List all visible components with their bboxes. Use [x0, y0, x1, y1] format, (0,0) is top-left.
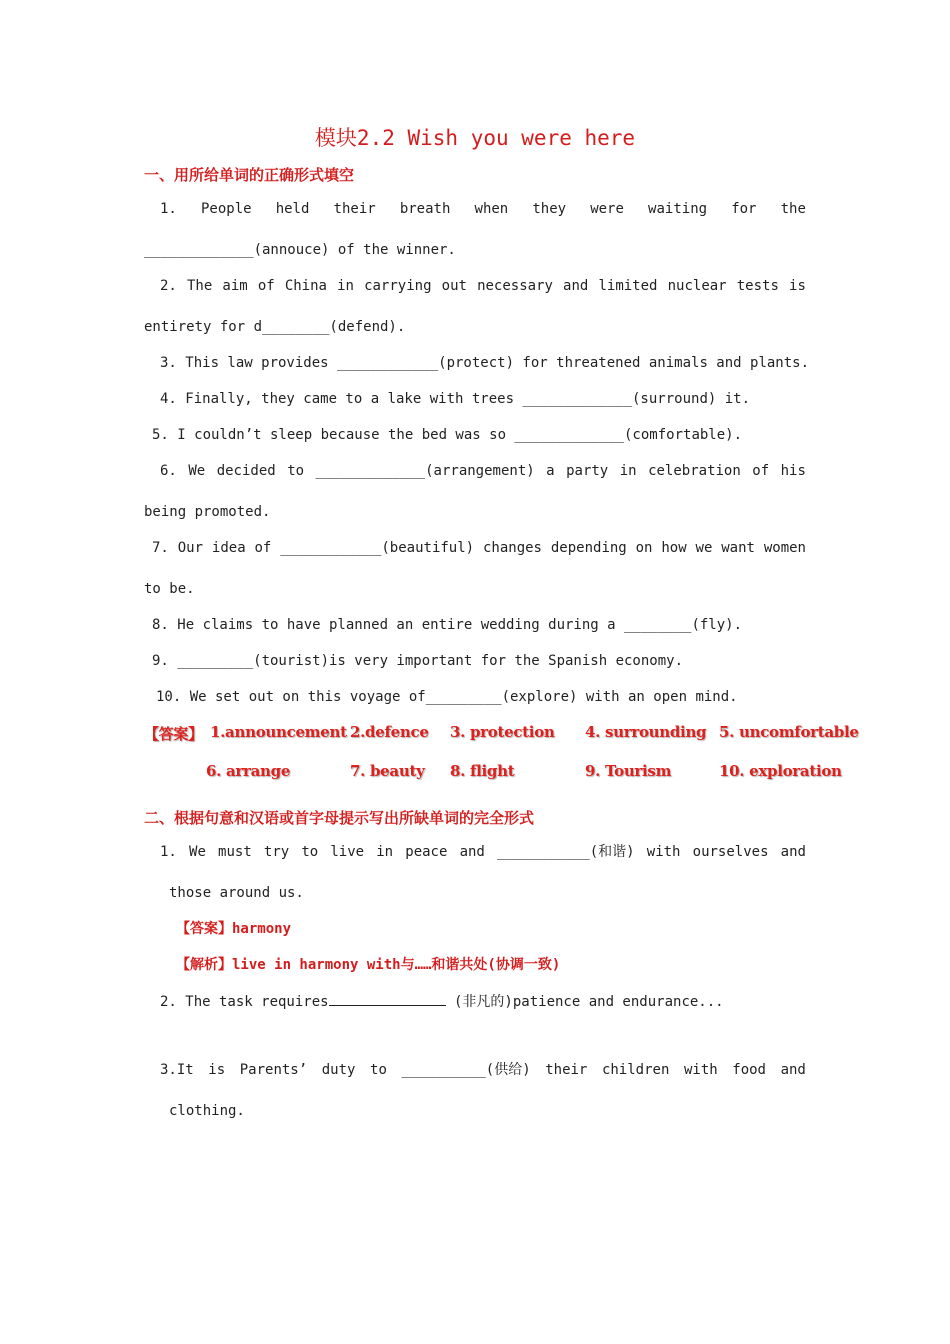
- word: of: [257, 278, 275, 294]
- word: and: [780, 844, 806, 860]
- word: aim: [222, 278, 248, 294]
- word: his: [780, 463, 806, 479]
- word: and: [563, 278, 589, 294]
- word: We: [189, 844, 206, 860]
- word: of: [254, 540, 272, 556]
- word: on: [635, 540, 653, 556]
- word: 1.: [160, 201, 177, 217]
- s2-q1-line2: those around us.: [169, 885, 304, 901]
- word: try: [263, 844, 290, 860]
- word: 2.: [160, 278, 177, 294]
- word: nuclear: [667, 278, 727, 294]
- word: depending: [550, 540, 627, 556]
- word: we: [695, 540, 713, 556]
- word: changes: [482, 540, 542, 556]
- word: for: [731, 201, 757, 217]
- word: is: [789, 278, 806, 294]
- word: Our: [177, 540, 204, 556]
- s1-q2-line2: entirety for d________(defend).: [144, 319, 406, 335]
- word: in: [376, 844, 394, 860]
- answer-3: 3. protection: [450, 723, 555, 741]
- analysis-text: live in harmony with与……和谐共处(协调一致): [232, 957, 561, 973]
- s1-q8: 8. He claims to have planned an entire wedding during a ________(fly).: [152, 617, 743, 633]
- word: to: [287, 463, 305, 479]
- word: party: [566, 463, 609, 479]
- s1-q5: 5. I couldn’t sleep because the bed was so _____________(comfortable).: [152, 427, 743, 443]
- word: necessary: [477, 278, 553, 294]
- word: breath: [399, 201, 451, 217]
- word: their: [333, 201, 376, 217]
- word: a: [546, 463, 555, 479]
- word: carrying: [364, 278, 432, 294]
- word: ourselves: [692, 844, 769, 860]
- answer-10: 10. exploration: [719, 762, 842, 780]
- word: duty: [321, 1062, 356, 1078]
- s1-q3: 3. This law provides ____________(protect) for threatened animals and plants.: [160, 355, 810, 371]
- s2-q2-line1: [160, 277, 806, 295]
- word: celebration: [648, 463, 741, 479]
- s2-q1-analysis: [176, 956, 560, 974]
- word: We: [188, 463, 206, 479]
- word: and: [459, 844, 485, 860]
- word: to: [370, 1062, 387, 1078]
- answer-value: harmony: [232, 921, 292, 937]
- word: live: [330, 844, 365, 860]
- word: with: [646, 844, 681, 860]
- answer-2: 2.defence: [350, 723, 429, 741]
- word: in: [337, 278, 354, 294]
- s1-q9: 9. _________(tourist)is very important for the Spanish economy.: [152, 653, 684, 669]
- s2-q2-end: (非凡的)patience and endurance...: [445, 994, 724, 1010]
- s1-q4: 4. Finally, they came to a lake with trees _____________(surround) it.: [160, 391, 751, 407]
- section2-heading: 二、根据句意和汉语或首字母提示写出所缺单词的完全形式: [144, 809, 535, 827]
- word: limited: [598, 278, 658, 294]
- s2-q2-blank[interactable]: [329, 992, 446, 1006]
- s1-q1-line2: _____________(annouce) of the winner.: [144, 242, 456, 258]
- word: of: [752, 463, 770, 479]
- word: tests: [736, 278, 779, 294]
- word: to: [301, 844, 319, 860]
- s2-q3-line2: clothing.: [169, 1103, 245, 1119]
- s1-q1-line1: [160, 200, 806, 218]
- word: ____________(beautiful): [280, 540, 475, 556]
- answer-4: 4. surrounding: [585, 723, 707, 741]
- word: the: [780, 201, 806, 217]
- word: waiting: [648, 201, 708, 217]
- word: The: [186, 278, 213, 294]
- answer-9: 9. Tourism: [585, 762, 672, 780]
- s1-q6-line1: [160, 462, 806, 480]
- analysis-label: 【解析】: [176, 957, 232, 973]
- word: 6.: [160, 463, 177, 479]
- word: __________(供给): [401, 1062, 531, 1078]
- word: 3.It: [160, 1062, 194, 1078]
- word: _____________(arrangement): [315, 463, 535, 479]
- word: China: [284, 278, 327, 294]
- s1-q7-line2: to be.: [144, 581, 195, 597]
- word: they: [532, 201, 567, 217]
- answer-7: 7. beauty: [350, 762, 425, 780]
- word: children: [601, 1062, 670, 1078]
- s2-q2-start: 2. The task requires: [160, 994, 329, 1010]
- word: Parents’: [239, 1062, 308, 1078]
- answers-label: 【答案】: [144, 725, 203, 743]
- word: and: [780, 1062, 806, 1078]
- s1-q6-line2: being promoted.: [144, 504, 271, 520]
- answer-1: 1.announcement: [210, 723, 347, 741]
- word: 1.: [160, 844, 177, 860]
- word: idea: [211, 540, 246, 556]
- word: were: [590, 201, 624, 217]
- word: with: [683, 1062, 718, 1078]
- answer-6: 6. arrange: [206, 762, 291, 780]
- answer-label: 【答案】: [176, 921, 232, 937]
- word: People: [200, 201, 252, 217]
- word: out: [441, 278, 467, 294]
- s2-q1-answer: [176, 920, 291, 938]
- word: their: [545, 1062, 588, 1078]
- word: ___________(和谐): [497, 844, 635, 860]
- s2-q3-line1: [160, 1061, 806, 1079]
- answer-5: 5. uncomfortable: [719, 723, 859, 741]
- s2-q1-line1: [160, 843, 806, 861]
- page-title: 模块2.2 Wish you were here: [314, 126, 636, 150]
- answer-8: 8. flight: [450, 762, 515, 780]
- word: how: [661, 540, 687, 556]
- word: when: [474, 201, 509, 217]
- word: must: [218, 844, 252, 860]
- word: in: [619, 463, 637, 479]
- s1-q10: 10. We set out on this voyage of_________(explore) with an open mind.: [156, 689, 738, 705]
- word: want: [721, 540, 755, 556]
- word: women: [763, 540, 806, 556]
- s2-q2: [160, 992, 724, 1011]
- word: 7.: [152, 540, 169, 556]
- word: is: [208, 1062, 226, 1078]
- word: peace: [405, 844, 448, 860]
- s1-q7-line1: [152, 539, 806, 557]
- word: food: [732, 1062, 766, 1078]
- word: held: [275, 201, 310, 217]
- section1-heading: 一、用所给单词的正确形式填空: [144, 166, 355, 184]
- word: decided: [216, 463, 276, 479]
